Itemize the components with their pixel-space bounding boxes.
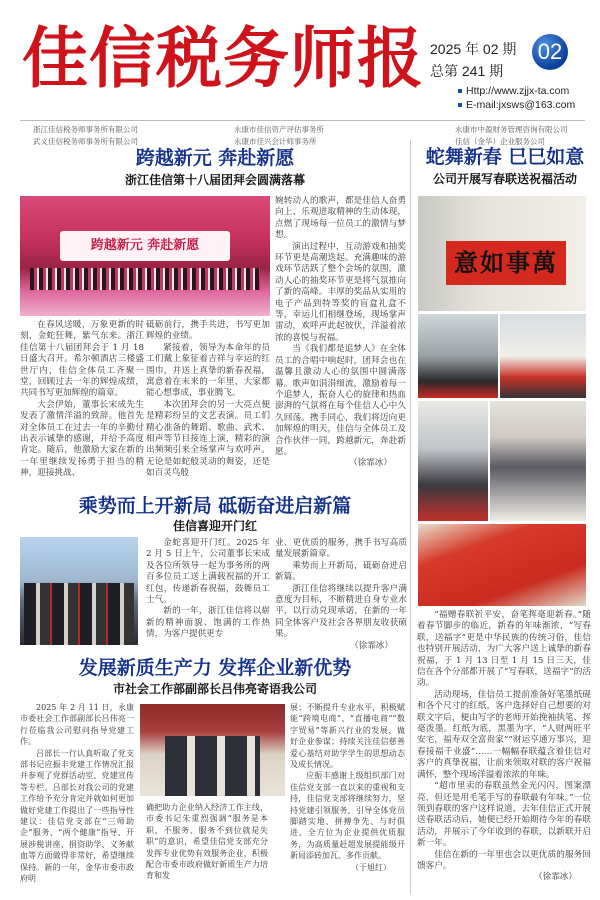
email-link[interactable]: E-mail:jxsws@163.com [466, 99, 576, 111]
author: （徐霏冰） [349, 458, 392, 469]
article1-title: 跨越新元 奔赴新愿 [135, 147, 295, 169]
article3-column-2 [146, 802, 268, 882]
company-name: 永康市中盈财务管理咨询有限公司 [455, 125, 568, 134]
paragraph: 确把助力企业纳入经济工作主线，市委书记朱重烈强调“服务是本职，不服务、服务不到位就是失职”的意识，希望佳信党支部充分发挥专业优势有效服务企业，积极配合市委市政府做好新质生产力培育和发 [146, 803, 268, 881]
company-name: 佳信（金华）企业服务公司 [455, 137, 545, 146]
group-of-people [30, 268, 260, 290]
paragraph: “超市里卖的春联虽然金光闪闪，图案漂亮，但还是用毛笔手写的春联最有年味。”一位领到春联的客户这样说道，去年佳信正式开展送春联活动后，她便已经开始期待今年的春联活动，并展示了今年收到的春联，以新联开启新一年。 [417, 781, 591, 849]
bullet-icon [458, 89, 462, 93]
issue-info [430, 38, 516, 82]
masthead-title: 佳信税务师报 [22, 19, 424, 97]
paragraph: 吕部长一行认真听取了党支部书记应振丰党建工作情况汇报并参观了党群活动室、党建宣传等专栏。吕部长对我公司的党建工作给予充分肯定并就如何更加做好党建工作提出了一些指导性建议：佳信党支部在“三师助企”服务、“两个健康”指导、开展涉税讲座、捐资助学、义务献血等方面做得非常好，希望继续保持。新的一年，金华市委市政府明 [20, 748, 134, 884]
article4-photo-calligrapher [490, 401, 586, 521]
contact-info [458, 84, 575, 112]
paragraph: 大会伊始，董事长宋成先生发表了激情洋溢的致辞。他首先对全体员工在过去一年的辛勤付出表示诚挚的感谢，并给予高度肯定。随后，他激励大家在新的一年里继续发扬勇于担当的精神，迎接挑战、 [20, 399, 144, 479]
paragraph: 乘势而上开新局，砥砺奋进启新篇。 [275, 560, 407, 583]
company-name: 浙江佳信税务师事务所有限公司 [33, 125, 138, 134]
article4-photo-writing-1 [418, 314, 498, 398]
paragraph: 演出过程中，互动游戏和抽奖环节更是高潮迭起。充满趣味的游戏环节活跃了整个会场的氛围，激动人心的抽奖环节更是将气氛推向了新的高峰。丰厚的奖品从实用的电子产品到特等奖的盲盒礼盒不等，幸运儿们相继登场，现场掌声雷动，欢呼声此起彼伏，洋溢着浓浓的喜悦与祝福。 [275, 241, 406, 343]
paragraph: 当《我们都是追梦人》在全体员工的合唱中响起时，团拜会也在温馨且激动人心的氛围中圆满落幕。歌声如涓涓细流，激励着每一个追梦人，振奋人心的旋律和热血澎湃的气氛将在每个佳信人心中久久回荡。携手同心，我们将迈向更加辉煌的明天，佳信与全体员工及合作伙伴一同，跨越新元，奔赴新愿。 [275, 344, 406, 457]
article1-photo-new-year-gathering [20, 196, 270, 316]
article3-column-1 [20, 702, 134, 885]
paragraph: 活动现场，佳信员工提前准备好笔墨纸砚和各个尺寸的红纸，客户选择好自己想要的对联文字后，便由写字的老师开始挽袖执笔、挥毫泼墨。红纸为底，黑墨为字，“人财两旺平安宅，福寿双全富贵家”“财运亨通万事兴，迎春接福千业盛”……一幅幅春联蕴含着佳信对客户的真挚祝福，让前来领取对联的客户祝福满怀，整个现场洋溢着浓浓的年味。 [417, 689, 591, 780]
article1-column-2 [146, 320, 270, 480]
paragraph: “福赠春联祈平安，奋笔挥毫迎新春。”随着春节脚步的临近，新春的年味渐浓，“写春联，送福字”更是中华民族的传统习俗，佳信也特别开展活动，为广大客户送上诚挚的新春祝福，于 1 月 13 日至 1 月 15 日三天，佳信在各个分部都开展了“写春联，送福字”的活动。 [417, 610, 591, 689]
paragraph: 紧接着，领导为本命年的员工们戴上象征着吉祥与幸运的红围巾，并送上真挚的新春祝福，寓意着在未来的一年里，大家都能心想事成，事业腾飞。 [146, 342, 270, 399]
article2-subtitle: 佳信喜迎开门红 [172, 519, 257, 533]
issue-number: 2025 年 02 期 [430, 41, 517, 57]
article3-photo-visit [140, 704, 285, 796]
author: （徐霏冰） [350, 640, 393, 651]
paragraph: 砥砺前行，携手共进，书写更加辉煌的业绩。 [146, 320, 270, 342]
paragraph: 应振丰感谢上级组织部门对佳信党支部一直以来的重视和支持，佳信党支部将继续努力，坚持党建引领服务，引导全体党员脚踏实地、拼搏争先、与时俱进，全方位为企业提供优质服务，为高质量赶超发展提能级开新局添砖加瓦、多作贡献。 [290, 771, 405, 861]
company-name: 永康市佳信资产评估事务所 [234, 125, 324, 134]
article3-title: 发展新质生产力 发挥企业新优势 [78, 657, 352, 679]
article4-photo-customer [418, 401, 488, 521]
group-of-people [24, 583, 134, 645]
company-group-2 [234, 124, 324, 148]
article4-subtitle: 公司开展写春联送祝福活动 [432, 172, 577, 186]
author: （徐霏冰） [534, 872, 577, 883]
paragraph: 本次团拜会的另一大亮点便是精彩纷呈的文艺表演。员工们精心准备的舞蹈、歌曲、武术、相声等节目接连上演，精彩的演出频频引来全场掌声与欢呼声。无论是如蛇般灵动的舞姿，还是如百灵鸟般 [146, 399, 270, 479]
article3-column-3 [290, 702, 405, 873]
article2-title: 乘势而上开新局 砥砺奋进启新篇 [78, 495, 352, 517]
paragraph: 婉转动人的歌声，都是佳信人奋勇向上、乐观进取精神的生动体现，点燃了现场每一位员工的激情与梦想。 [275, 196, 406, 241]
paragraph: 业、更优质的服务，携手书写高质量发展新篇章。 [275, 538, 407, 560]
stage-banner: 跨越新元 奔赴新愿 [60, 231, 230, 261]
author: （于旭红） [351, 862, 391, 872]
company-group-1 [33, 124, 138, 148]
article4-body [417, 610, 591, 884]
website-link[interactable]: Http://www.zjjx-ta.com [466, 85, 570, 97]
issue-badge: 02 [532, 34, 568, 70]
article4-photo-red-paper [418, 524, 586, 606]
company-name: 武义佳信税务师事务所有限公司 [33, 137, 138, 146]
article1-subtitle: 浙江佳信第十八届团拜会圆满落幕 [124, 173, 305, 187]
column-divider [410, 140, 411, 895]
paragraph: 新的一年，浙江佳信将以崭新的精神面貌、饱满的工作热情，为客户提供更专 [146, 606, 270, 640]
article2-column-2 [275, 538, 407, 652]
total-issue-number: 总第 241 期 [430, 63, 504, 79]
group-of-people [165, 736, 260, 796]
paragraph: 展；不断提升专业水平，积极赋能“跨境电商”、“直播电商”“数字贸易”等新兴行业的发展，做好企业参谋；持续关注佳信慈善爱心基结对助学学生的思想动态及成长情况。 [290, 703, 405, 770]
article4-photo-writing-2 [500, 314, 586, 398]
article1-column-3 [275, 196, 406, 470]
paragraph: 浙江佳信将继续以提升客户满意度为目标，不断精进自身专业水平，以行动兑现承诺，在新的一年同全体客户及社会各界朋友收获硕果。 [275, 583, 407, 640]
paragraph: 金蛇喜迎开门红。2025 年 2 月 5 日上午，公司董事长宋成及各位所领导一起为事务所的两百多位员工送上满载祝福的开工红包，传递新春祝福，鼓舞员工士气。 [146, 538, 270, 606]
paragraph: 佳信在新的一年里也会以更优质的服务回馈客户。 [417, 849, 591, 871]
paragraph: 2025 年 2 月 11 日，永康市委社会工作部副部长吕伟亮一行莅临我公司慰问指导党建工作。 [20, 703, 134, 747]
masthead-divider [20, 120, 585, 121]
article4-photo-couplet-display [418, 196, 586, 311]
bullet-icon [458, 103, 462, 107]
article1-column-1 [20, 320, 144, 480]
article2-photo-staff-red-envelopes [20, 537, 138, 645]
paragraph: 在春风送暖，万象更新的时刻，金蛇狂舞，紫气东来。浙江佳信第十八届团拜会于 1 月 18 日盛大召开。希尔顿酒店三楼盛世厅内，佳信全体员工齐聚一堂，回顾过去一年的辉煌成绩，共同书写更加辉煌的篇章。 [20, 320, 144, 399]
article4-title: 蛇舞新春 巳巳如意 [425, 146, 585, 168]
couplet-banner: 萬事如意 [446, 241, 566, 285]
article2-column-1 [146, 538, 270, 641]
article3-subtitle: 市社会工作部副部长吕伟亮寄语我公司 [112, 682, 317, 696]
company-name: 永康市佳兴会计师事务所 [234, 137, 317, 146]
